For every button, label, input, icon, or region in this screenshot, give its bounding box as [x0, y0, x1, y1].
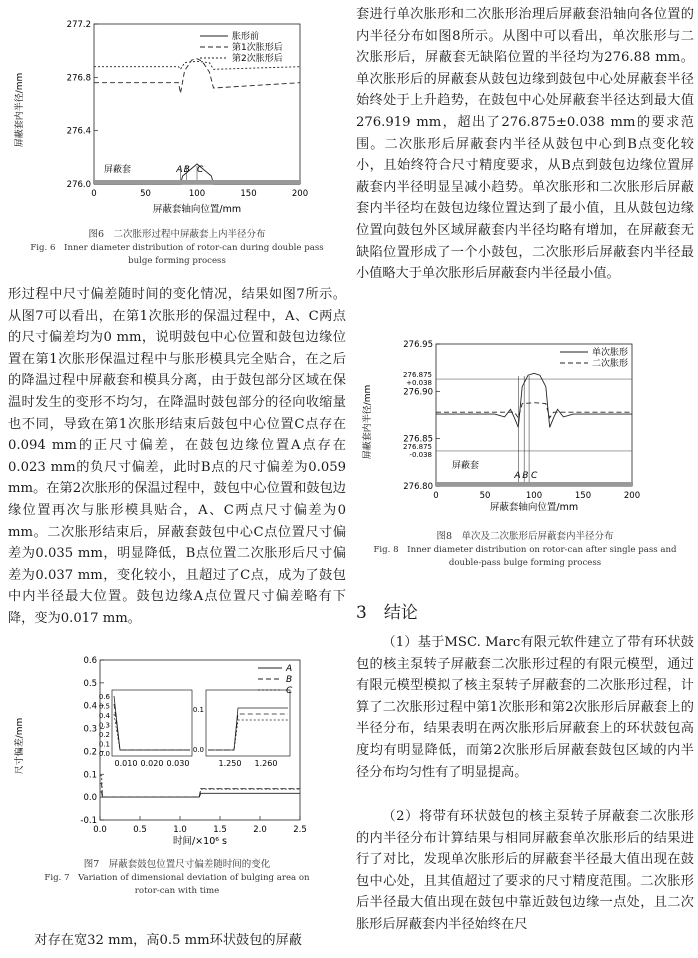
fig7-ytick-label: 0.6	[83, 656, 97, 666]
fig6-legend-label: 第1次胀形后	[232, 43, 283, 53]
fig7-inset1-ytick-label: 0.1	[98, 740, 110, 749]
fig8-ref-label: 276.875	[403, 371, 432, 380]
right-paragraph-1: 套进行单次胀形和二次胀形治理后屏蔽套沿轴向各位置的内半径分布如图8所示。从图中可以看出，单次胀形与二次胀形后，屏蔽套无缺陷位置的半径均为276.88 mm。单次胀形后的屏蔽套从鼓包边缘到鼓包中心处屏蔽套半径始终处于上升趋势，在鼓包中心处屏蔽套半径达到最大值276.919 mm，超出了276.875±0.038 mm的要求范围。二次胀形后屏蔽套内半径从鼓包中心到B点变化较小，且始终符合尺寸精度要求，从B点到鼓包边缘位置屏蔽套内半径明显呈减小趋势。单次胀形和二次胀形后屏蔽套内半径均在鼓包边缘位置达到了最小值，且从鼓包边缘位置向鼓包外区域屏蔽套内半径均略有增加，在屏蔽套无缺陷位置形成了一个小鼓包，二次胀形后屏蔽套内半径最小值略大于单次胀形后屏蔽套内半径最小值。	[356, 7, 694, 282]
fig7-inset1-xtick-label: 0.020	[140, 759, 164, 768]
fig8-ref-label: -0.038	[409, 450, 432, 459]
fig7-chart	[8, 652, 346, 848]
fig6-ytick-label: 276.0	[66, 180, 91, 190]
fig7-inset1-ytick-label: 0.4	[98, 712, 110, 720]
fig7-inset-1	[112, 690, 192, 756]
fig6-caption-en-2: bulge forming process	[128, 256, 226, 266]
fig6-xtick-label: 50	[140, 189, 151, 199]
left-paragraph-2: 对存在宽32 mm，高0.5 mm环状鼓包的屏蔽	[34, 933, 302, 948]
fig7-ylabel: 尺寸偏差/mm	[15, 717, 25, 775]
fig6-annot-label: C	[197, 165, 204, 175]
fig7-inset1-ytick-label: 0.0	[98, 750, 110, 758]
fig7-inset1-ytick-label: 0.2	[98, 731, 110, 739]
fig8-legend-label: 单次胀形	[592, 348, 629, 358]
fig6-annot-label: B	[183, 165, 190, 175]
fig6-annot-label: A	[176, 165, 183, 175]
fig7-xtick-label: 0.5	[133, 825, 147, 835]
fig8-shield-band	[436, 482, 632, 486]
fig7-xlabel: 时间/×10⁶ s	[172, 836, 228, 847]
fig8-caption-zh: 图8 单次及二次胀形后屏蔽套内半径分布	[436, 531, 614, 542]
fig7-caption-zh: 图7 屏蔽套鼓包位置尺寸偏差随时间的变化	[83, 859, 271, 870]
fig6-legend-label: 第2次胀形后	[232, 54, 283, 64]
fig7-legend-label: B	[286, 675, 293, 685]
fig7-inset2-xtick-label: 1.250	[218, 759, 242, 768]
left-paragraph-1: 形过程中尺寸偏差随时间的变化情况，结果如图7所示。从图7可以看出，在第1次胀形的保温过程中，A、C两点的尺寸偏差均为0 mm，说明鼓包中心位置和鼓包边缘位置在第1次胀形保温过程中与胀形模具完全贴合，在之后的降温过程中屏蔽套和模具分离，由于鼓包部分区域在保温时发生的变形不均匀，在降温时鼓包部分的径向收缩量也不同，导致在第1次胀形结束后鼓包中心位置C点存在0.094 mm的正尺寸偏差，在鼓包边缘位置A点存在0.023 mm的负尺寸偏差，此时B点的尺寸偏差为0.059 mm。在第2次胀形的保温过程中，鼓包中心位置和鼓包边缘位置再次与胀形模具贴合，A、C两点尺寸偏差为0 mm。二次胀形结束后，屏蔽套鼓包中心C点位置尺寸偏差为0.035 mm，明显降低，B点位置二次胀形后尺寸偏差为0.037 mm，变化较小，且超过了C点，成为了鼓包中内半径最大位置。鼓包边缘A点位置尺寸偏差略有下降，变为0.017 mm。	[8, 287, 346, 626]
fig7-inset1-xtick-label: 0.010	[114, 759, 138, 768]
fig8-annot-label: C	[531, 471, 538, 481]
fig6-xlabel: 屏蔽套轴向位置/mm	[152, 204, 242, 215]
fig7-ytick-label: 0.5	[83, 678, 97, 689]
fig7-inset2-ytick-label: 0.0	[192, 746, 204, 754]
fig7-xtick-label: 1.0	[173, 825, 187, 835]
fig6-ytick-label: 276.4	[66, 126, 91, 137]
fig7-ytick-label: -0.1	[80, 816, 97, 826]
fig8-xtick-label: 150	[574, 491, 592, 501]
fig7-ytick-label: 0.1	[83, 770, 97, 781]
fig6-xtick-label: 150	[240, 189, 257, 199]
fig8-ytick-label: 276.90	[403, 387, 433, 398]
fig8-series-2	[436, 403, 632, 418]
fig7-inset2-ytick-label: 0.1	[192, 706, 204, 714]
fig8-annot-label: B	[522, 471, 529, 481]
fig7-inset1-ytick-label: 0.6	[98, 693, 110, 701]
fig7-legend-label: A	[286, 664, 293, 674]
fig6-ytick-label: 277.2	[66, 20, 91, 30]
fig7-xtick-label: 2.5	[293, 825, 307, 835]
fig8-ref-label: 276.875	[403, 442, 432, 451]
fig8-annot-label: 屏蔽套	[452, 461, 480, 471]
fig8-ytick-label: 276.85	[403, 434, 433, 445]
fig8-series-1	[436, 373, 632, 427]
fig8-xlabel: 屏蔽套轴向位置/mm	[489, 502, 579, 513]
fig7-caption-en-1: Fig. 7 Variation of dimensional deviation of bulging area on	[44, 873, 310, 883]
fig8-annot-label: A	[514, 471, 521, 481]
fig6-annot-label: 屏蔽套	[104, 165, 132, 175]
figure-7	[8, 652, 346, 928]
fig7-inset-2	[206, 690, 290, 756]
figure-6	[8, 6, 346, 278]
fig8-legend-label: 二次胀形	[592, 359, 629, 369]
fig8-ytick-label: 276.80	[403, 482, 433, 492]
fig6-chart	[8, 6, 346, 220]
fig8-ytick-label: 276.95	[403, 340, 433, 350]
fig8-chart	[356, 336, 694, 518]
conclusion-1: （1）基于MSC. Marc有限元软件建立了带有环状鼓包的核主泵转子屏蔽套二次胀形过程的有限元模型，通过有限元模型模拟了核主泵转子屏蔽套的二次胀形过程，计算了二次胀形过程中第1次胀形和第2次胀形后屏蔽套上的半径分布，结果表明在两次胀形后屏蔽套上的环状鼓包高度均有明显降低，而第2次胀形后屏蔽套鼓包区域的内半径分布均匀性有了明显提高。	[356, 635, 694, 780]
fig8-caption-en-2: double-pass bulge forming process	[448, 558, 602, 568]
fig6-ylabel: 屏蔽套内半径/mm	[15, 72, 25, 148]
fig8-ref-label: +0.038	[406, 379, 432, 388]
fig7-caption-en-2: rotor-can with time	[134, 886, 220, 896]
fig7-inset2-xtick-label: 1.260	[254, 759, 278, 768]
fig6-legend-label: 胀形前	[232, 32, 260, 42]
fig7-xtick-label: 0.0	[93, 825, 107, 835]
fig7-ytick-label: 0.2	[83, 747, 97, 758]
fig6-ytick-label: 276.8	[66, 73, 91, 84]
conclusion-2: （2）将带有环状鼓包的核主泵转子屏蔽套二次胀形的内半径分布计算结果与相同屏蔽套单次胀形后的结果进行了对比，发现单次胀形后的屏蔽套半径最大值出现在鼓包中心处，且其值超过了要求的尺寸精度范围。二次胀形后半径最大值出现在鼓包中靠近鼓包边缘一点处，且二次胀形后屏蔽套内半径始终在尺	[356, 809, 694, 932]
fig8-xtick-label: 100	[525, 491, 543, 501]
fig6-shield-band	[94, 180, 300, 184]
fig8-xtick-label: 50	[479, 491, 491, 501]
section-title: 3 结论	[356, 603, 418, 623]
fig6-xtick-label: 200	[291, 189, 309, 199]
fig7-inset1-xtick-label: 0.030	[166, 759, 190, 768]
fig6-caption-en-1: Fig. 6 Inner diameter distribution of rotor-can during double pass	[30, 243, 324, 253]
fig6-caption-zh: 图6 二次胀形过程中屏蔽套上内半径分布	[88, 229, 266, 240]
fig7-xtick-label: 1.5	[213, 825, 227, 835]
fig7-inset1-ytick-label: 0.3	[98, 721, 110, 730]
figure-8	[356, 336, 694, 586]
fig7-ytick-label: 0.4	[83, 701, 97, 712]
fig6-xtick-label: 100	[188, 189, 206, 199]
fig7-ytick-label: 0.0	[83, 793, 97, 804]
fig7-ytick-label: 0.3	[83, 724, 97, 735]
fig7-xtick-label: 2.0	[253, 825, 267, 835]
fig8-ylabel: 屏蔽套内半径/mm	[363, 384, 373, 460]
fig7-inset1-ytick-label: 0.5	[98, 702, 110, 711]
fig8-caption-en-1: Fig. 8 Inner diameter distribution on rotor-can after single pass and	[373, 545, 677, 555]
fig8-xtick-label: 200	[623, 491, 641, 501]
fig8-xtick-label: 0	[433, 491, 439, 501]
fig6-xtick-label: 0	[91, 189, 97, 199]
fig7-legend-label: C	[286, 686, 293, 696]
